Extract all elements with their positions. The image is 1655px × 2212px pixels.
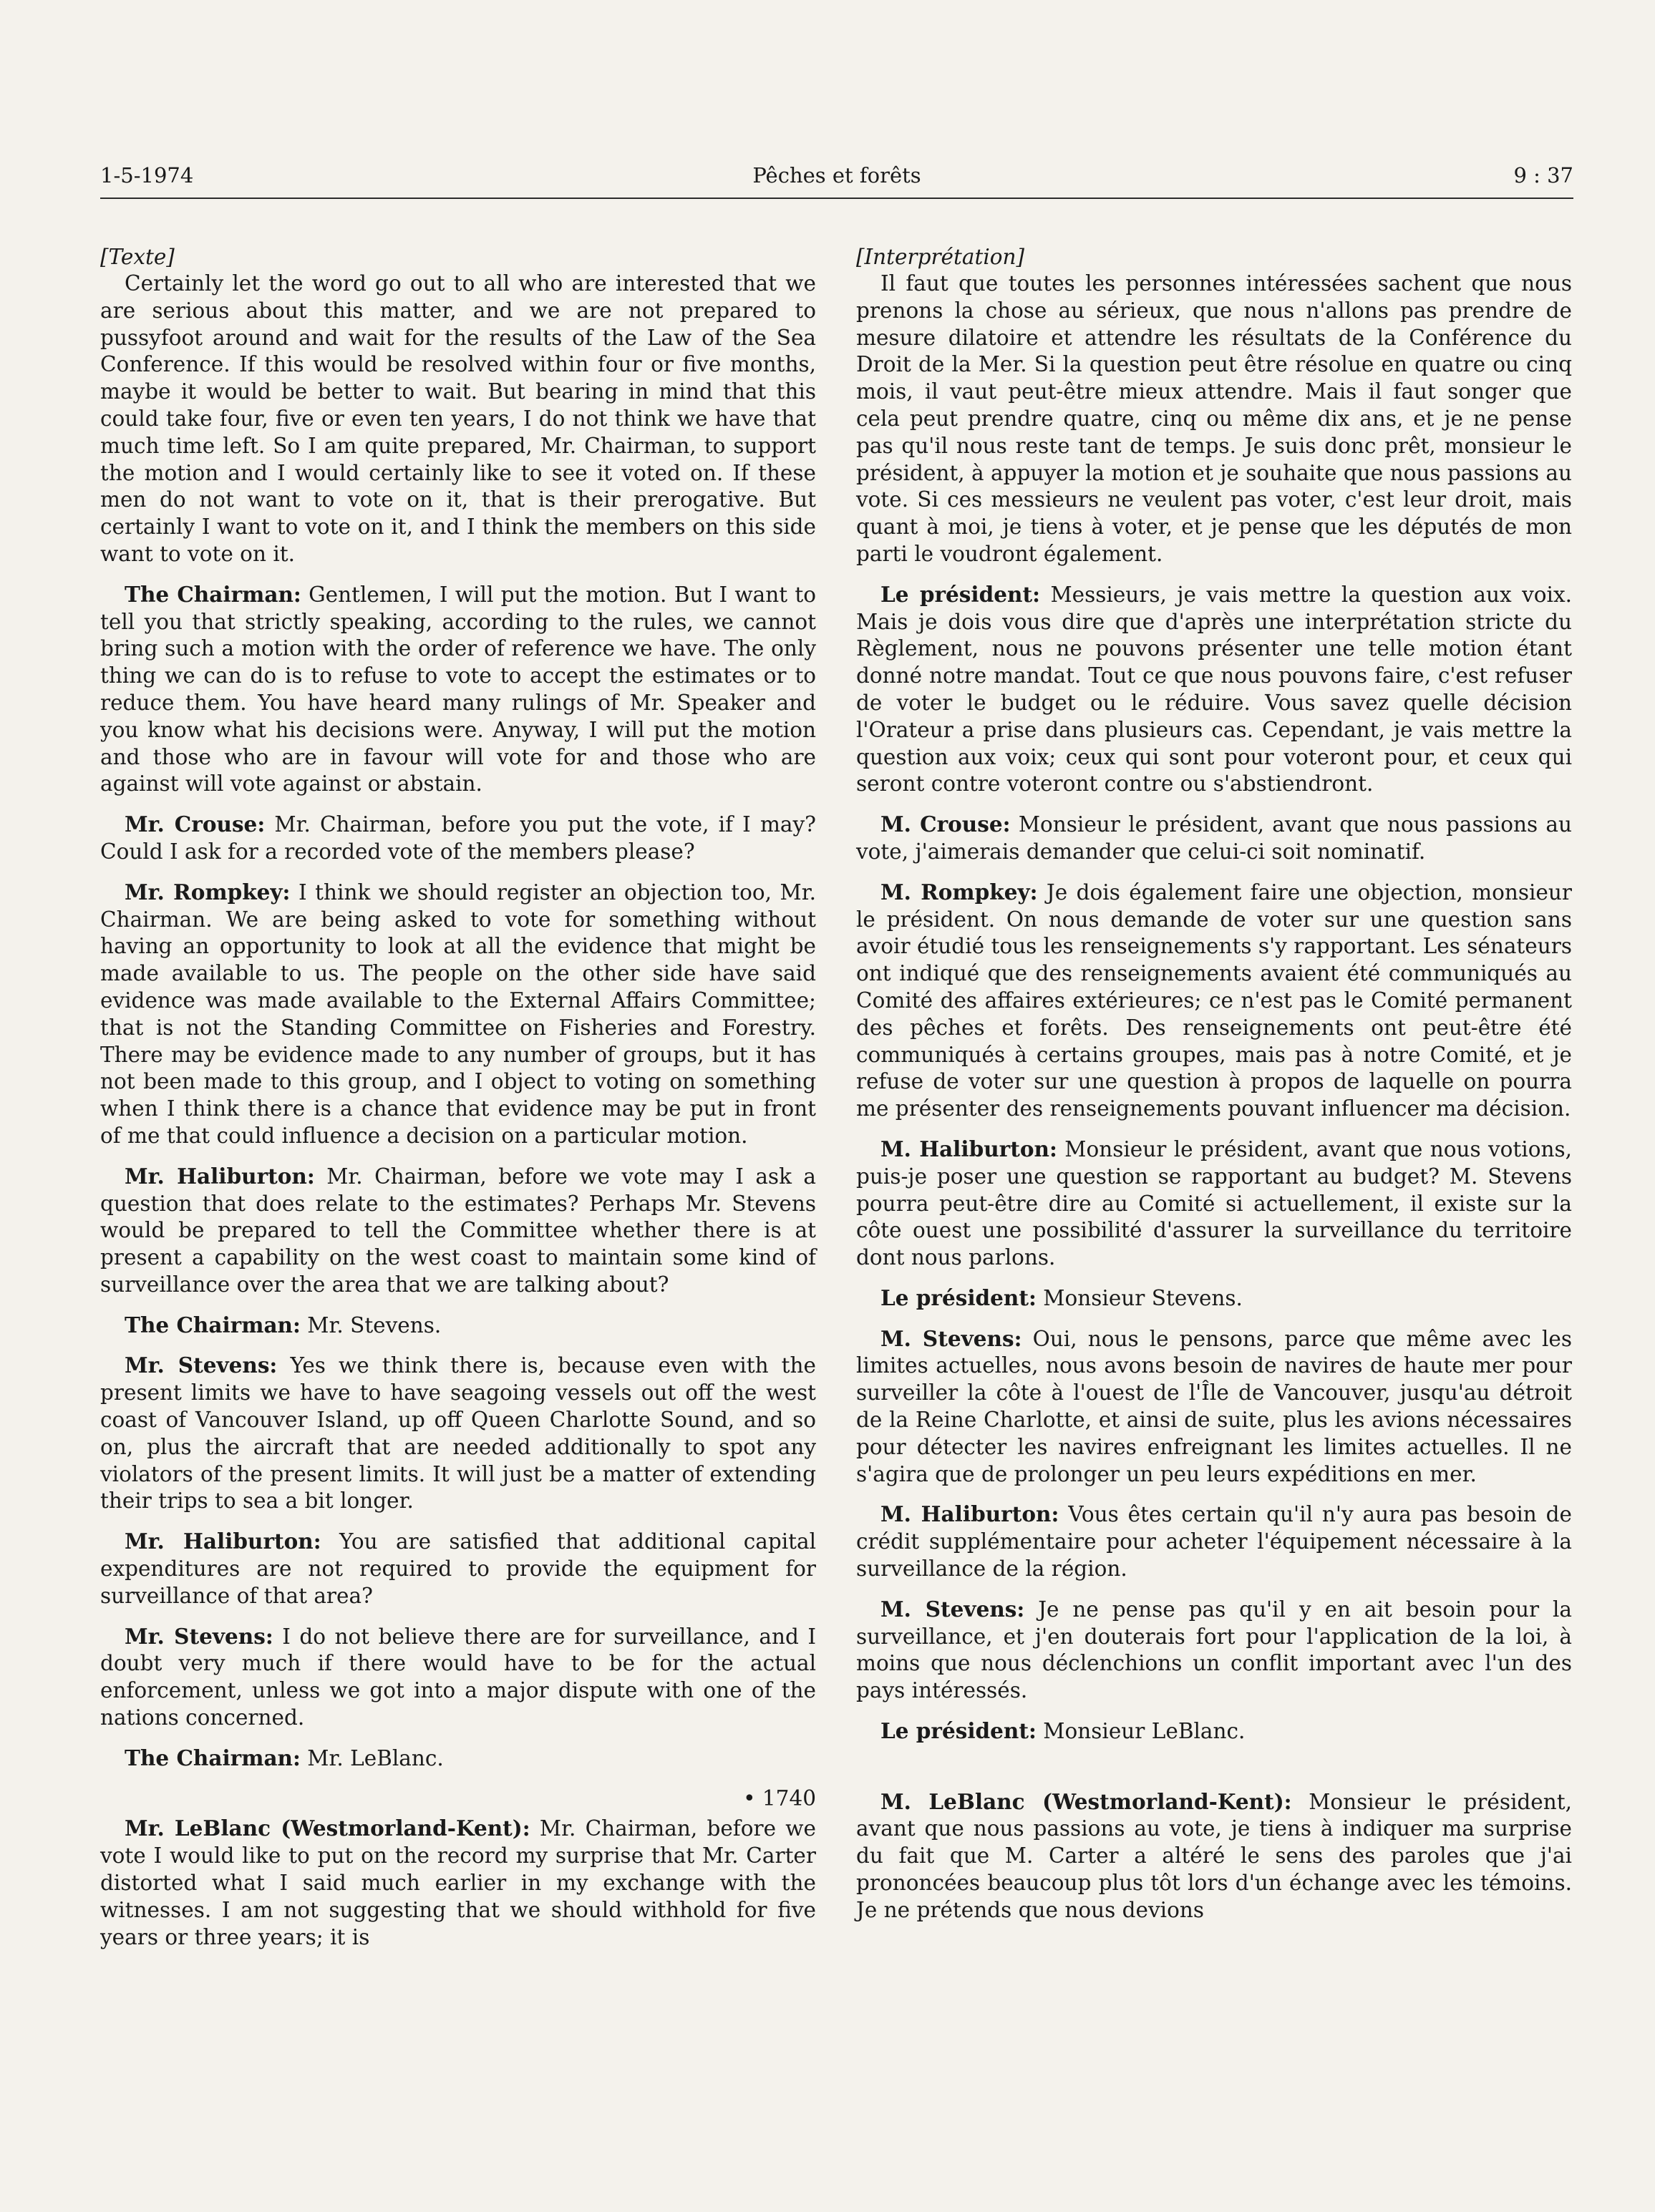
speaker-name: Mr. LeBlanc (Westmorland-Kent):	[125, 1816, 530, 1841]
english-column	[100, 243, 816, 1964]
paragraph	[100, 1815, 816, 1951]
speaker-name: The Chairman:	[125, 581, 301, 607]
paragraph-text: Il faut que toutes les personnes intéressées sachent que nous prenons la chose au sérieux, que nous n'allons pas prendre de mesure dilatoire et attendre les résultats de la Conférence du Droit de la Mer. Si la question peut être résolue en quatre ou cinq mois, il vaut peut-être mieux attendre. Mais il faut songer que cela peut prendre quatre, cinq ou même dix ans, et je ne pense pas qu'il nous reste tant de temps. Je suis donc prêt, monsieur le président, à appuyer la motion et je souhaite que nous passions au vote. Si ces messieurs ne veulent pas voter, c'est leur droit, mais quant à moi, je tiens à voter, et je pense que les députés de mon parti le voudront également.	[856, 271, 1572, 566]
speaker-name: Mr. Rompkey:	[125, 879, 291, 905]
paragraph	[856, 581, 1572, 798]
speaker-name: M. Crouse:	[880, 812, 1011, 837]
speaker-name: M. Rompkey:	[880, 879, 1038, 905]
paragraph-text: Gentlemen, I will put the motion. But I want to tell you that strictly speaking, according to the rules, we cannot bring such a motion with the order of reference we have. The only thing we can do is to refuse to vote to accept the estimates or to reduce them. You have heard many rulings of Mr. Speaker and you know what his decisions were. Anyway, I will put the motion and those who are in favour will vote for and those who are against will vote against or abstain.	[100, 582, 816, 796]
header-page-number: 9 : 37	[1513, 163, 1573, 187]
time-marker: • 1740	[743, 1785, 816, 1811]
paragraph	[100, 1312, 816, 1340]
paragraph-text: I do not believe there are for surveillance, and I doubt very much if there would have to be for the actual enforcement, unless we got into a major dispute with one of the nations concerned.	[100, 1624, 816, 1730]
speaker-name: Le président:	[880, 581, 1040, 607]
paragraph-text: Monsieur le président, avant que nous passions au vote, j'aimerais demander que celui-ci soit nominatif.	[856, 812, 1572, 864]
paragraph	[100, 1163, 816, 1299]
paragraph-text: Je dois également faire une objection, monsieur le président. On nous demande de voter sur une question sans avoir étudié tous les renseignements s'y rapportant. Les sénateurs ont indiqué que des renseignements avaient été communiqués au Comité des affaires extérieures; ce n'est pas le Comité permanent des pêches et forêts. Des renseignements ont peut-être été communiqués à certains groupes, mais pas à notre Comité, et je refuse de voter sur une question à propos de laquelle on pourra me présenter des renseignements pouvant influencer ma décision.	[856, 880, 1572, 1121]
paragraph-list	[100, 1815, 816, 1951]
speaker-name: M. Haliburton:	[880, 1501, 1059, 1527]
language-tag: [Interprétation]	[856, 245, 1025, 269]
paragraph-text: Monsieur LeBlanc.	[1043, 1719, 1246, 1744]
speaker-name: M. Stevens:	[880, 1325, 1022, 1351]
speaker-name: Le président:	[880, 1285, 1037, 1310]
speaker-name: M. Stevens:	[880, 1596, 1025, 1622]
paragraph-text: Je ne pense pas qu'il y en ait besoin pour la surveillance, et j'en douterais fort pour l'application de la loi, à moins que nous déclenchions un conflit important avec l'un des pays intéressés.	[856, 1597, 1572, 1703]
paragraph-text: You are satisfied that additional capital expenditures are not required to provide the equipment for surveillance of that area?	[100, 1529, 817, 1608]
paragraph	[100, 1528, 816, 1609]
paragraph-text: Mr. Stevens.	[307, 1312, 442, 1338]
speaker-name: The Chairman:	[125, 1745, 301, 1770]
paragraph	[856, 1718, 1572, 1745]
paragraph	[856, 1285, 1572, 1312]
time-marker-spacer	[856, 1758, 1572, 1785]
paragraph-text: I think we should register an objection too, Mr. Chairman. We are being asked to vote for something without having an opportunity to look at all the evidence that might be made available to us. The people on the other side have said evidence was made available to the External Affairs Committee; that is not the Standing Committee on Fisheries and Forestry. There may be evidence made to any number of groups, but it has not been made to this group, and I object to voting on something when I think there is a chance that evidence may be put in front of me that could influence a decision on a particular motion.	[100, 880, 816, 1148]
paragraph	[856, 1501, 1572, 1582]
speaker-name: M. LeBlanc (Westmorland-Kent):	[880, 1788, 1292, 1814]
speaker-name: Mr. Stevens:	[125, 1623, 273, 1649]
speaker-name: M. Haliburton:	[880, 1136, 1057, 1161]
paragraph-text: Mr. Chairman, before we vote may I ask a question that does relate to the estimates? Perhaps Mr. Stevens would be prepared to tell the Committee whether there is at present a capability on the west coast to maintain some kind of surveillance over the area that we are talking about?	[100, 1164, 816, 1297]
paragraph-text: Monsieur le président, avant que nous votions, puis-je poser une question se rapportant au budget? M. Stevens pourra peut-être dire au Comité si actuellement, il existe sur la côte ouest une possibilité d'assurer la surveillance du territoire dont nous parlons.	[856, 1136, 1572, 1270]
header-title: Pêches et forêts	[752, 163, 921, 187]
paragraph-text: Yes we think there is, because even with the present limits we have to have seagoing vessels out off the west coast of Vancouver Island, up off Queen Charlotte Sound, and so on, plus the aircraft that are needed additionally to spot any violators of the present limits. It will just be a matter of extending their trips to sea a bit longer.	[100, 1353, 816, 1514]
paragraph-text: Certainly let the word go out to all who are interested that we are serious about this matter, and we are not prepared to pussyfoot around and wait for the results of the Law of the Sea Conference. If this would be resolved within four or five months, maybe it would be better to wait. But bearing in mind that this could take four, five or even ten years, I do not think we have that much time left. So I am quite prepared, Mr. Chairman, to support the motion and I would certainly like to see it voted on. If these men do not want to vote on it, that is their prerogative. But certainly I want to vote on it, and I think the members on this side want to vote on it.	[100, 271, 816, 566]
language-tag: [Texte]	[100, 245, 175, 269]
speaker-name: Mr. Haliburton:	[125, 1163, 315, 1189]
paragraph	[856, 271, 1572, 568]
header-date: 1-5-1974	[100, 163, 194, 187]
paragraph	[100, 581, 816, 798]
paragraph-text: Messieurs, je vais mettre la question aux voix. Mais je dois vous dire que d'après une interprétation stricte du Règlement, nous ne pouvons présenter une telle motion étant donné notre mandat. Tout ce que nous pouvons faire, c'est refuser de voter le budget ou le réduire. Vous savez quelle décision l'Orateur a prise dans plusieurs cas. Cependant, je vais mettre la question aux voix; ceux qui sont pour voteront pour, et ceux qui seront contre voteront contre ou s'abstiendront.	[856, 582, 1572, 796]
paragraph-list	[100, 271, 816, 1773]
paragraph-text: Mr. Chairman, before we vote I would like to put on the record my surprise that Mr. Carter distorted what I said much earlier in my exchange with the witnesses. I am not suggesting that we should withhold for five years or three years; it is	[100, 1816, 816, 1949]
paragraph	[100, 879, 816, 1150]
paragraph-text: Oui, nous le pensons, parce que même avec les limites actuelles, nous avons besoin de navires de haute mer pour surveiller la côte à l'ouest de l'Île de Vancouver, jusqu'au détroit de la Reine Charlotte, et ainsi de suite, plus les avions nécessaires pour détecter les navires enfreignant les limites actuelles. Il ne s'agira que de prolonger un peu leurs expéditions en mer.	[856, 1326, 1572, 1486]
paragraph	[856, 811, 1572, 866]
paragraph	[856, 879, 1572, 1123]
french-column	[856, 243, 1572, 1937]
running-header	[100, 163, 1573, 196]
paragraph	[856, 1596, 1572, 1705]
paragraph	[100, 811, 816, 866]
speaker-name: Le président:	[880, 1718, 1037, 1744]
speaker-name: Mr. Crouse:	[125, 812, 266, 837]
paragraph-text: Mr. LeBlanc.	[307, 1745, 444, 1770]
paragraph-text: Mr. Chairman, before you put the vote, if I may? Could I ask for a recorded vote of the members please?	[100, 812, 816, 864]
paragraph	[100, 1623, 816, 1732]
paragraph-list	[856, 1788, 1572, 1924]
paragraph	[100, 271, 816, 568]
paragraph	[856, 1788, 1572, 1924]
speaker-name: Mr. Haliburton:	[125, 1529, 321, 1554]
speaker-name: Mr. Stevens:	[125, 1353, 278, 1378]
paragraph	[100, 1745, 816, 1773]
speaker-name: The Chairman:	[125, 1312, 301, 1338]
paragraph-text: Vous êtes certain qu'il n'y aura pas besoin de crédit supplémentaire pour acheter l'équipement nécessaire à la surveillance de la région.	[856, 1502, 1573, 1582]
paragraph-text: Monsieur le président, avant que nous passions au vote, je tiens à indiquer ma surprise du fait que M. Carter a altéré le sens des paroles que j'ai prononcées beaucoup plus tôt lors d'un échange avec les témoins. Je ne prétends que nous devions	[856, 1789, 1572, 1922]
paragraph-text: Monsieur Stevens.	[1043, 1285, 1243, 1310]
paragraph	[856, 1136, 1572, 1272]
paragraph	[100, 1352, 816, 1515]
paragraph-list	[856, 271, 1572, 1745]
header-rule	[100, 198, 1573, 199]
paragraph	[856, 1325, 1572, 1489]
